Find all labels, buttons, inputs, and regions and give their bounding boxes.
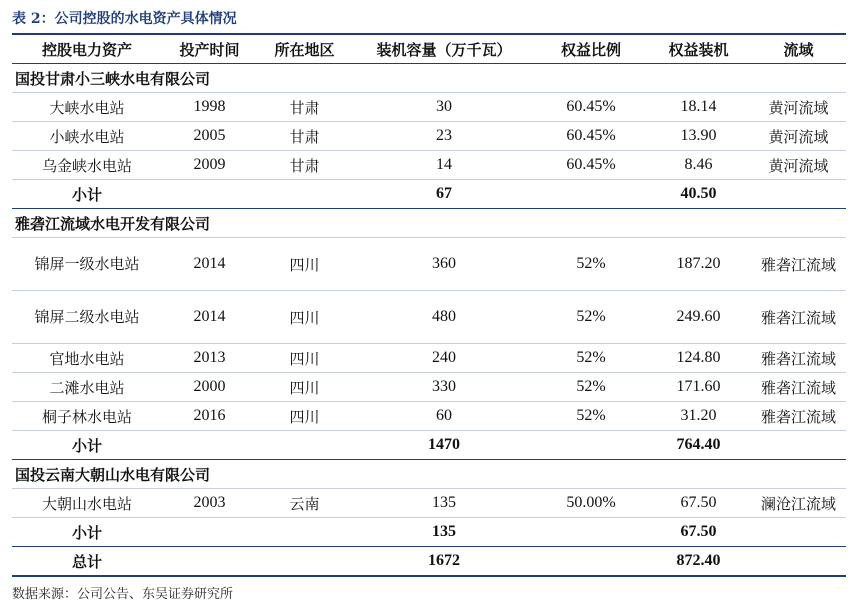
data-source-note: 数据来源：公司公告、东吴证券研究所 <box>12 587 234 602</box>
station-name: 大朝山水电站 <box>12 489 162 518</box>
commission-year: 2005 <box>162 122 257 151</box>
equity-capacity: 124.80 <box>646 344 751 373</box>
company-name: 国投甘肃小三峡水电有限公司 <box>12 64 846 93</box>
equity-capacity: 31.20 <box>646 402 751 431</box>
equity-capacity: 18.14 <box>646 93 751 122</box>
commission-year: 1998 <box>162 93 257 122</box>
basin: 黄河流域 <box>751 122 846 151</box>
total-label: 总计 <box>12 547 162 577</box>
table-row <box>12 344 846 373</box>
commission-year: 2000 <box>162 373 257 402</box>
capacity: 330 <box>352 373 536 402</box>
table-row <box>12 402 846 431</box>
station-name: 锦屏二级水电站 <box>12 291 162 344</box>
subtotal-row <box>12 431 846 460</box>
equity-capacity: 8.46 <box>646 151 751 180</box>
total-equity: 872.40 <box>646 547 751 577</box>
table-row <box>12 151 846 180</box>
station-name: 小峡水电站 <box>12 122 162 151</box>
basin: 雅砻江流域 <box>751 402 846 431</box>
region: 甘肃 <box>257 122 352 151</box>
equity-ratio: 52% <box>536 344 646 373</box>
capacity: 240 <box>352 344 536 373</box>
basin: 澜沧江流域 <box>751 489 846 518</box>
capacity: 135 <box>352 489 536 518</box>
equity-capacity: 187.20 <box>646 238 751 291</box>
subtotal-capacity: 135 <box>352 518 536 547</box>
header-row <box>12 35 846 64</box>
region: 四川 <box>257 373 352 402</box>
equity-ratio: 60.45% <box>536 151 646 180</box>
subtotal-capacity: 67 <box>352 180 536 209</box>
total-capacity: 1672 <box>352 547 536 577</box>
header-asset: 控股电力资产 <box>12 35 162 64</box>
company-row <box>12 209 846 238</box>
header-capacity: 装机容量（万千瓦） <box>352 35 536 64</box>
commission-year: 2014 <box>162 238 257 291</box>
capacity: 480 <box>352 291 536 344</box>
table-row <box>12 291 846 344</box>
equity-ratio: 52% <box>536 238 646 291</box>
station-name: 乌金峡水电站 <box>12 151 162 180</box>
header-year: 投产时间 <box>162 35 257 64</box>
header-basin: 流域 <box>751 35 846 64</box>
table-row <box>12 238 846 291</box>
equity-ratio: 52% <box>536 373 646 402</box>
equity-capacity: 171.60 <box>646 373 751 402</box>
subtotal-label: 小计 <box>12 431 162 460</box>
subtotal-label: 小计 <box>12 180 162 209</box>
station-name: 二滩水电站 <box>12 373 162 402</box>
company-name: 国投云南大朝山水电有限公司 <box>12 460 846 489</box>
subtotal-row <box>12 518 846 547</box>
equity-capacity: 67.50 <box>646 489 751 518</box>
subtotal-label: 小计 <box>12 518 162 547</box>
subtotal-equity: 40.50 <box>646 180 751 209</box>
table-row <box>12 93 846 122</box>
table-title: 表 2：公司控股的水电资产具体情况 <box>12 11 237 27</box>
capacity: 14 <box>352 151 536 180</box>
header-region: 所在地区 <box>257 35 352 64</box>
equity-ratio: 50.00% <box>536 489 646 518</box>
station-name: 桐子林水电站 <box>12 402 162 431</box>
subtotal-equity: 67.50 <box>646 518 751 547</box>
station-name: 官地水电站 <box>12 344 162 373</box>
equity-capacity: 13.90 <box>646 122 751 151</box>
station-name: 大峡水电站 <box>12 93 162 122</box>
region: 四川 <box>257 344 352 373</box>
equity-ratio: 60.45% <box>536 122 646 151</box>
equity-capacity: 249.60 <box>646 291 751 344</box>
region: 甘肃 <box>257 151 352 180</box>
company-name: 雅砻江流域水电开发有限公司 <box>12 209 846 238</box>
table-row <box>12 122 846 151</box>
basin: 雅砻江流域 <box>751 373 846 402</box>
subtotal-equity: 764.40 <box>646 431 751 460</box>
header-ratio: 权益比例 <box>536 35 646 64</box>
region: 四川 <box>257 291 352 344</box>
basin: 黄河流域 <box>751 151 846 180</box>
total-row <box>12 547 846 577</box>
commission-year: 2016 <box>162 402 257 431</box>
basin: 雅砻江流域 <box>751 238 846 291</box>
commission-year: 2013 <box>162 344 257 373</box>
region: 四川 <box>257 402 352 431</box>
hydro-assets-table <box>12 35 846 577</box>
company-row <box>12 460 846 489</box>
commission-year: 2003 <box>162 489 257 518</box>
region: 四川 <box>257 238 352 291</box>
station-name: 锦屏一级水电站 <box>12 238 162 291</box>
capacity: 360 <box>352 238 536 291</box>
capacity: 23 <box>352 122 536 151</box>
basin: 雅砻江流域 <box>751 291 846 344</box>
table-row <box>12 373 846 402</box>
equity-ratio: 52% <box>536 402 646 431</box>
basin: 黄河流域 <box>751 93 846 122</box>
subtotal-capacity: 1470 <box>352 431 536 460</box>
header-equity: 权益装机 <box>646 35 751 64</box>
capacity: 30 <box>352 93 536 122</box>
company-row <box>12 64 846 93</box>
region: 云南 <box>257 489 352 518</box>
subtotal-row <box>12 180 846 209</box>
equity-ratio: 52% <box>536 291 646 344</box>
commission-year: 2014 <box>162 291 257 344</box>
commission-year: 2009 <box>162 151 257 180</box>
equity-ratio: 60.45% <box>536 93 646 122</box>
table-row <box>12 489 846 518</box>
capacity: 60 <box>352 402 536 431</box>
region: 甘肃 <box>257 93 352 122</box>
basin: 雅砻江流域 <box>751 344 846 373</box>
